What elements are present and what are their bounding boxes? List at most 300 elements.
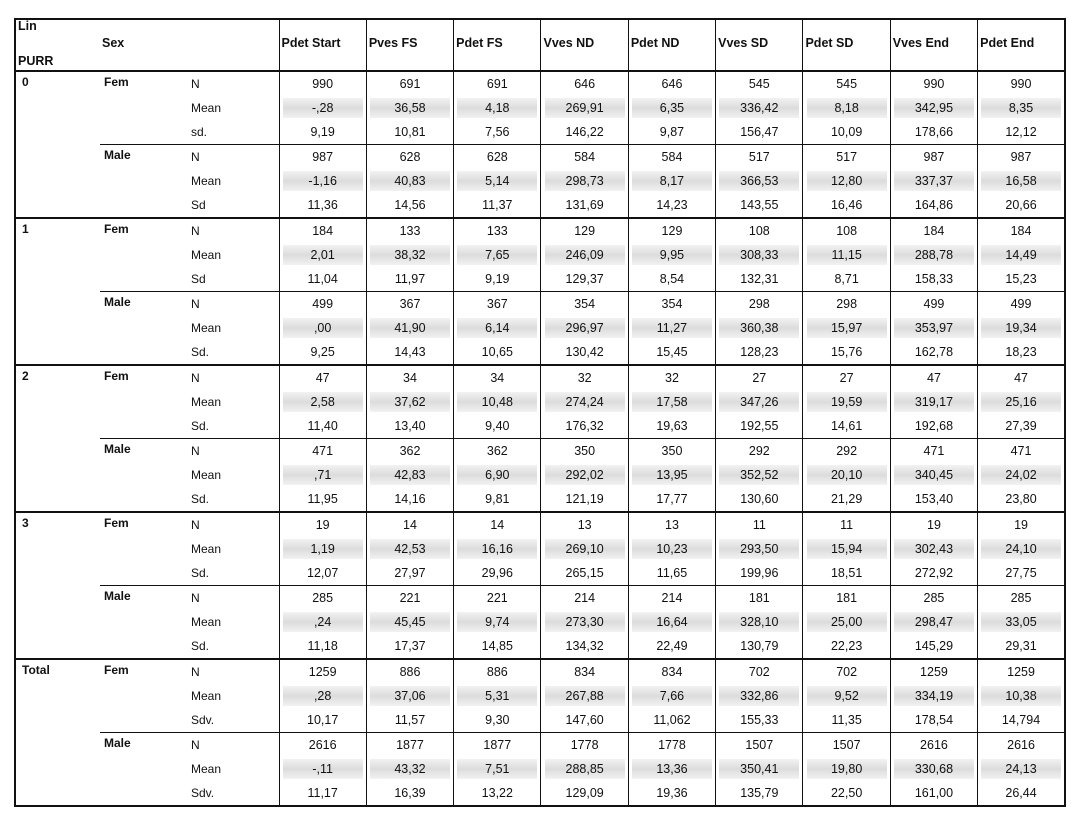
cell-value: 29,96 — [481, 565, 513, 580]
cell-value: 12,07 — [307, 565, 339, 580]
sex-label: Fem — [100, 365, 190, 439]
cell-value: 886 — [486, 664, 508, 679]
cell-value: 15,45 — [656, 344, 688, 359]
cell-value: 1877 — [396, 737, 424, 752]
cell-value: 24,13 — [981, 759, 1061, 780]
cell-value: 7,56 — [485, 124, 510, 139]
table-cell — [541, 169, 628, 193]
cell-value: 347,26 — [719, 392, 799, 413]
table-cell — [890, 487, 977, 512]
table-cell — [279, 340, 366, 365]
cell-value: 499 — [1010, 296, 1032, 311]
cell-value: 292,02 — [545, 465, 625, 486]
table-cell — [978, 390, 1065, 414]
table-cell — [366, 193, 453, 218]
table-cell — [803, 71, 890, 96]
cell-value: 17,58 — [632, 392, 712, 413]
cell-value: 29,31 — [1005, 638, 1037, 653]
column-header: Pves FS — [366, 19, 453, 71]
cell-value: 12,80 — [807, 171, 887, 192]
cell-value: 5,31 — [457, 686, 537, 707]
cell-value: 181 — [836, 590, 858, 605]
stat-label: N — [190, 145, 279, 170]
cell-value: 834 — [574, 664, 596, 679]
table-cell — [366, 781, 453, 806]
table-cell — [803, 634, 890, 659]
cell-value: 350 — [574, 443, 596, 458]
cell-value: 162,78 — [914, 344, 954, 359]
table-cell — [454, 414, 541, 439]
table-cell — [366, 390, 453, 414]
table-cell — [890, 243, 977, 267]
cell-value: 26,44 — [1005, 785, 1037, 800]
table-cell — [803, 218, 890, 243]
column-header: Vves End — [890, 19, 977, 71]
table-cell — [366, 512, 453, 537]
cell-value: 32 — [577, 370, 592, 385]
table-cell — [628, 634, 715, 659]
cell-value: 192,55 — [740, 418, 779, 433]
table-cell — [541, 659, 628, 684]
cell-value: 42,53 — [370, 539, 450, 560]
sex-label: Male — [100, 586, 190, 660]
table-cell — [890, 267, 977, 292]
table-cell — [279, 733, 366, 758]
cell-value: 8,17 — [632, 171, 712, 192]
cell-value: 19 — [315, 517, 330, 532]
cell-value: 14,56 — [394, 197, 426, 212]
table-row — [15, 659, 1065, 684]
table-cell — [803, 733, 890, 758]
table-cell — [279, 684, 366, 708]
table-cell — [454, 316, 541, 340]
table-cell — [890, 708, 977, 733]
cell-value: 990 — [923, 76, 945, 91]
cell-value: 11,04 — [307, 271, 338, 286]
cell-value: 292 — [748, 443, 770, 458]
table-cell — [978, 537, 1065, 561]
table-cell — [454, 757, 541, 781]
table-cell — [454, 708, 541, 733]
cell-value: 367 — [486, 296, 508, 311]
table-cell — [366, 292, 453, 317]
table-cell — [803, 96, 890, 120]
table-cell — [716, 463, 803, 487]
cell-value: 7,66 — [632, 686, 712, 707]
table-cell — [541, 340, 628, 365]
cell-value: 20,10 — [807, 465, 887, 486]
table-cell — [454, 390, 541, 414]
cell-value: 45,45 — [370, 612, 450, 633]
cell-value: 987 — [312, 149, 334, 164]
table-cell — [803, 512, 890, 537]
table-cell — [366, 316, 453, 340]
table-cell — [454, 733, 541, 758]
cell-value: 288,85 — [545, 759, 625, 780]
table-cell — [716, 243, 803, 267]
table-cell — [628, 610, 715, 634]
cell-value: 1507 — [832, 737, 861, 752]
cell-value: ,28 — [283, 686, 363, 707]
cell-value: 129,37 — [565, 271, 604, 286]
table-cell — [890, 414, 977, 439]
table-row — [15, 512, 1065, 537]
cell-value: 19 — [927, 517, 941, 532]
table-cell — [366, 634, 453, 659]
table-cell — [279, 390, 366, 414]
table-cell — [716, 169, 803, 193]
table-cell — [978, 781, 1065, 806]
cell-value: 108 — [836, 223, 858, 238]
stat-label: N — [190, 733, 279, 758]
cell-value: 1259 — [920, 664, 948, 679]
cell-value: 296,97 — [545, 318, 625, 339]
cell-value: 499 — [923, 296, 945, 311]
cell-value: 8,54 — [659, 271, 685, 286]
cell-value: 15,76 — [830, 344, 863, 359]
table-cell — [279, 71, 366, 96]
stat-label: Mean — [191, 321, 222, 335]
table-cell — [890, 390, 977, 414]
cell-value: 19,63 — [656, 418, 688, 433]
table-cell — [978, 757, 1065, 781]
cell-value: 9,25 — [310, 344, 335, 359]
stat-label: Mean — [191, 689, 222, 703]
table-cell — [890, 586, 977, 611]
sex-header: Sex — [102, 36, 125, 51]
cell-value: 8,35 — [981, 98, 1061, 119]
table-cell — [978, 512, 1065, 537]
table-cell — [279, 292, 366, 317]
table-cell — [716, 659, 803, 684]
cell-value: 14 — [403, 517, 417, 532]
table-cell — [454, 340, 541, 365]
stat-label: Sd. — [191, 419, 210, 433]
table-cell — [628, 512, 715, 537]
cell-value: 24,02 — [981, 465, 1061, 486]
cell-value: 23,80 — [1005, 491, 1037, 506]
table-cell — [541, 71, 628, 96]
stat-label: Mean — [191, 174, 222, 188]
cell-value: 6,14 — [457, 318, 537, 339]
stat-label: Mean — [191, 101, 222, 115]
cell-value: 834 — [661, 664, 683, 679]
cell-value: -1,16 — [283, 171, 363, 192]
cell-value: 130,42 — [565, 344, 604, 359]
table-cell — [890, 193, 977, 218]
cell-value: 367 — [399, 296, 421, 311]
cell-value: 337,37 — [894, 171, 974, 192]
cell-value: 16,46 — [830, 197, 863, 212]
table-cell — [541, 537, 628, 561]
table-cell — [803, 586, 890, 611]
cell-value: 702 — [748, 664, 770, 679]
table-cell — [978, 316, 1065, 340]
table-cell — [803, 120, 890, 145]
table-cell — [890, 757, 977, 781]
table-cell — [890, 634, 977, 659]
cell-value: 42,83 — [370, 465, 450, 486]
table-cell — [890, 120, 977, 145]
cell-value: 11,95 — [307, 491, 338, 506]
cell-value: 27 — [752, 370, 767, 385]
column-header: Pdet FS — [454, 19, 541, 71]
cell-value: 33,05 — [981, 612, 1061, 633]
cell-value: 11 — [752, 517, 766, 532]
table-cell — [978, 487, 1065, 512]
column-header: Pdet ND — [628, 19, 715, 71]
cell-value: 332,86 — [719, 686, 799, 707]
table-cell — [454, 781, 541, 806]
table-cell — [716, 316, 803, 340]
table-cell — [279, 169, 366, 193]
cell-value: 130,79 — [740, 638, 779, 653]
table-cell — [279, 218, 366, 243]
table-cell — [541, 781, 628, 806]
stat-label: Mean — [191, 395, 222, 409]
lin-group-label: 2 — [15, 365, 100, 512]
table-cell — [366, 96, 453, 120]
table-cell — [716, 487, 803, 512]
table-cell — [541, 733, 628, 758]
cell-value: 40,83 — [370, 171, 450, 192]
table-cell — [279, 243, 366, 267]
table-cell — [803, 537, 890, 561]
cell-value: 265,15 — [565, 565, 604, 580]
table-cell — [279, 610, 366, 634]
cell-value: 153,40 — [914, 491, 954, 506]
table-cell — [454, 218, 541, 243]
cell-value: 37,06 — [370, 686, 450, 707]
cell-value: 156,47 — [740, 124, 779, 139]
table-cell — [454, 96, 541, 120]
cell-value: 2,58 — [283, 392, 363, 413]
sex-label: Male — [100, 292, 190, 366]
cell-value: 628 — [399, 149, 421, 164]
table-cell — [628, 292, 715, 317]
table-cell — [279, 512, 366, 537]
header-row — [15, 19, 1065, 71]
table-cell — [803, 340, 890, 365]
table-cell — [454, 120, 541, 145]
table-cell — [978, 414, 1065, 439]
cell-value: 22,50 — [830, 785, 863, 800]
cell-value: 987 — [923, 149, 945, 164]
stat-label: N — [191, 77, 200, 91]
column-header: Pdet End — [978, 19, 1065, 71]
cell-value: 471 — [1010, 443, 1032, 458]
table-row — [15, 71, 1065, 96]
table-cell — [541, 512, 628, 537]
table-cell — [716, 684, 803, 708]
cell-value: 16,64 — [632, 612, 712, 633]
table-row — [15, 145, 1065, 170]
table-cell — [628, 487, 715, 512]
table-cell — [978, 193, 1065, 218]
stat-label: N — [190, 659, 279, 684]
cell-value: 285 — [923, 590, 945, 605]
cell-value: 34 — [490, 370, 505, 385]
statistics-table — [14, 18, 1066, 807]
cell-value: 9,95 — [632, 245, 712, 266]
cell-value: 184 — [1010, 223, 1032, 238]
cell-value: 1877 — [483, 737, 512, 752]
table-cell — [454, 684, 541, 708]
cell-value: 298,47 — [894, 612, 974, 633]
cell-value: 6,35 — [632, 98, 712, 119]
cell-value: 11,65 — [656, 565, 688, 580]
cell-value: 19,80 — [807, 759, 887, 780]
table-cell — [279, 757, 366, 781]
table-cell — [541, 145, 628, 170]
table-cell — [890, 537, 977, 561]
cell-value: 1507 — [745, 737, 774, 752]
lin-group-label: 3 — [15, 512, 100, 659]
cell-value: 10,38 — [981, 686, 1061, 707]
stat-label: Sdv. — [191, 713, 215, 727]
table-cell — [454, 267, 541, 292]
cell-value: 10,23 — [632, 539, 712, 560]
cell-value: ,00 — [283, 318, 363, 339]
table-cell — [454, 71, 541, 96]
table-cell — [978, 365, 1065, 390]
table-cell — [628, 781, 715, 806]
cell-value: 27,39 — [1005, 418, 1037, 433]
cell-value: 517 — [748, 149, 770, 164]
table-cell — [454, 659, 541, 684]
table-cell — [366, 537, 453, 561]
column-header: Pdet SD — [803, 19, 890, 71]
cell-value: 25,16 — [981, 392, 1061, 413]
table-cell — [716, 512, 803, 537]
cell-value: 121,19 — [565, 491, 604, 506]
cell-value: 38,32 — [370, 245, 450, 266]
cell-value: 17,37 — [394, 638, 426, 653]
table-cell — [454, 145, 541, 170]
cell-value: 11,40 — [307, 418, 338, 433]
cell-value: 471 — [923, 443, 945, 458]
cell-value: 11,35 — [831, 712, 862, 727]
table-cell — [803, 463, 890, 487]
table-cell — [803, 316, 890, 340]
table-cell — [279, 537, 366, 561]
table-cell — [541, 96, 628, 120]
table-cell — [978, 267, 1065, 292]
cell-value: 272,92 — [914, 565, 954, 580]
table-cell — [890, 340, 977, 365]
table-cell — [541, 757, 628, 781]
cell-value: 9,19 — [485, 271, 510, 286]
cell-value: 10,81 — [394, 124, 426, 139]
table-cell — [628, 169, 715, 193]
table-cell — [541, 292, 628, 317]
cell-value: 342,95 — [894, 98, 974, 119]
cell-value: 9,52 — [807, 686, 887, 707]
table-cell — [716, 414, 803, 439]
cell-value: 11,15 — [807, 245, 887, 266]
cell-value: 27 — [839, 370, 854, 385]
table-cell — [279, 586, 366, 611]
cell-value: 133 — [486, 223, 508, 238]
cell-value: 1259 — [308, 664, 337, 679]
table-cell — [716, 390, 803, 414]
table-cell — [978, 96, 1065, 120]
table-cell — [279, 659, 366, 684]
table-cell — [978, 439, 1065, 464]
table-cell — [803, 243, 890, 267]
cell-value: 13,40 — [394, 418, 426, 433]
cell-value: 362 — [486, 443, 508, 458]
cell-value: 9,30 — [485, 712, 510, 727]
cell-value: 691 — [399, 76, 421, 91]
cell-value: 47 — [927, 370, 941, 385]
cell-value: 298,73 — [545, 171, 625, 192]
table-cell — [366, 120, 453, 145]
cell-value: 298 — [836, 296, 858, 311]
table-row — [15, 218, 1065, 243]
table-cell — [716, 708, 803, 733]
table-cell — [366, 243, 453, 267]
cell-value: 990 — [1010, 76, 1032, 91]
cell-value: 273,30 — [545, 612, 625, 633]
table-cell — [366, 586, 453, 611]
column-header: Vves SD — [716, 19, 803, 71]
cell-value: 628 — [486, 149, 508, 164]
cell-value: 43,32 — [370, 759, 450, 780]
cell-value: 8,18 — [807, 98, 887, 119]
table-cell — [541, 487, 628, 512]
lin-purr-header — [15, 19, 100, 71]
table-row — [15, 733, 1065, 758]
table-cell — [366, 610, 453, 634]
table-cell — [628, 340, 715, 365]
table-cell — [628, 365, 715, 390]
table-cell — [541, 365, 628, 390]
cell-value: 269,91 — [545, 98, 625, 119]
table-cell — [978, 218, 1065, 243]
cell-value: 18,51 — [830, 565, 863, 580]
cell-value: 13 — [577, 517, 592, 532]
table-cell — [803, 292, 890, 317]
table-cell — [890, 781, 977, 806]
table-cell — [803, 414, 890, 439]
table-cell — [803, 169, 890, 193]
table-cell — [978, 120, 1065, 145]
cell-value: 14,43 — [394, 344, 426, 359]
table-cell — [803, 390, 890, 414]
table-cell — [628, 218, 715, 243]
cell-value: 16,16 — [457, 539, 537, 560]
sex-label: Fem — [100, 218, 190, 292]
cell-value: 19 — [1014, 517, 1028, 532]
table-cell — [279, 365, 366, 390]
cell-value: 199,96 — [740, 565, 779, 580]
cell-value: 886 — [399, 664, 421, 679]
table-cell — [279, 487, 366, 512]
cell-value: 14,23 — [656, 197, 688, 212]
cell-value: 19,34 — [981, 318, 1061, 339]
table-cell — [279, 316, 366, 340]
table-cell — [279, 145, 366, 170]
column-header: Pdet Start — [279, 19, 366, 71]
cell-value: 13,22 — [481, 785, 513, 800]
cell-value: 1259 — [1007, 664, 1035, 679]
cell-value: 34 — [403, 370, 417, 385]
cell-value: 21,29 — [830, 491, 863, 506]
table-cell — [890, 733, 977, 758]
cell-value: 1,19 — [283, 539, 363, 560]
table-cell — [366, 733, 453, 758]
